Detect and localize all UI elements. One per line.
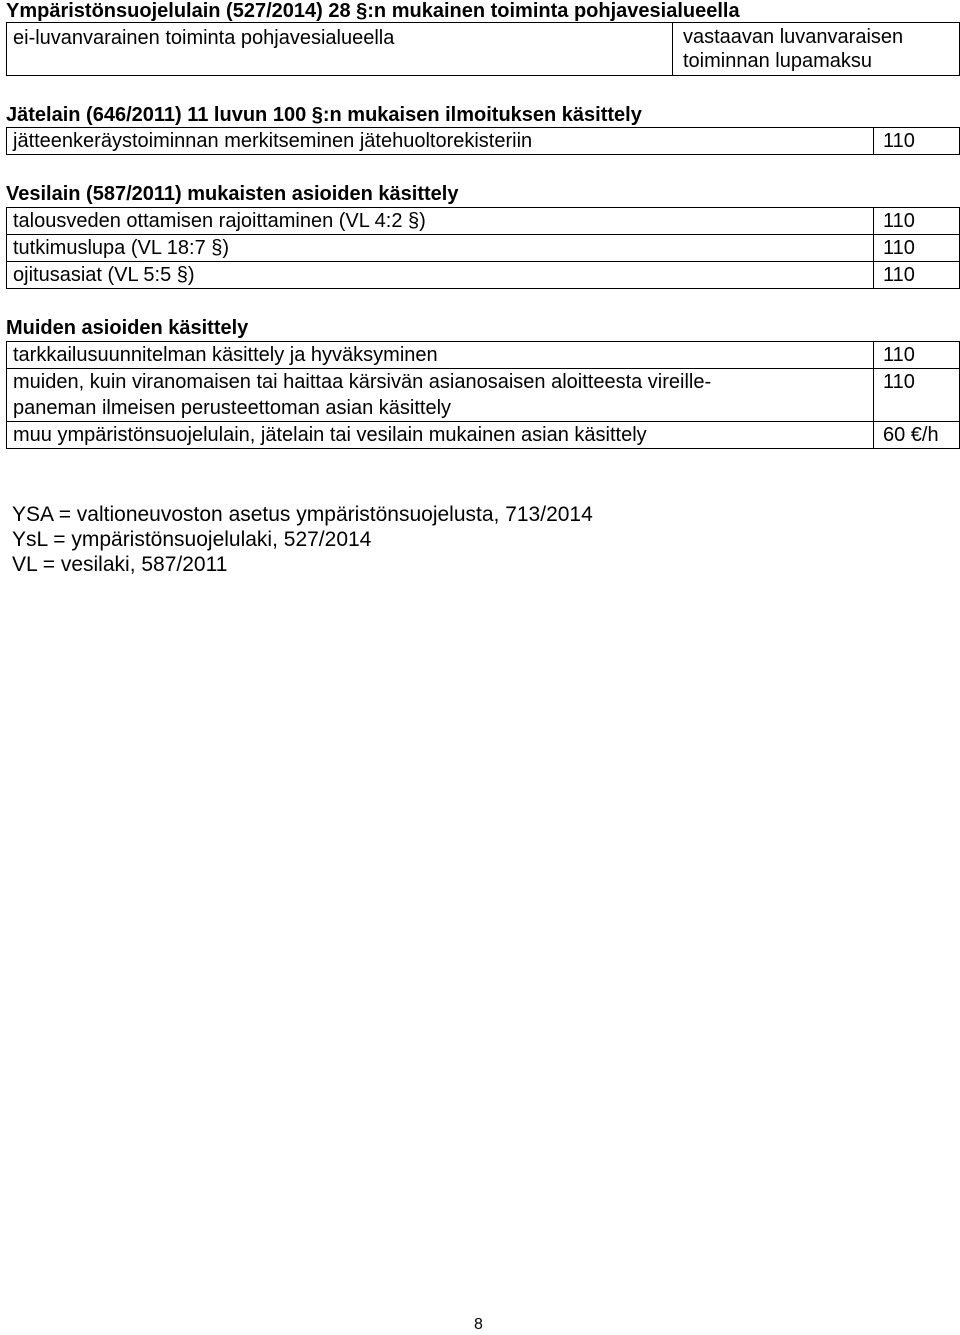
row-label: tarkkailusuunnitelman käsittely ja hyväksyminen (7, 342, 874, 369)
row-amount: vastaavan luvanvaraisen toiminnan lupamaksu (673, 23, 960, 76)
row-label: ojitusasiat (VL 5:5 §) (7, 262, 874, 289)
table-row (7, 342, 960, 369)
table-row (7, 422, 960, 449)
table-row (7, 208, 960, 235)
row-amount: 110 (874, 235, 960, 262)
page-number: 8 (474, 1316, 483, 1333)
row-label: talousveden ottamisen rajoittaminen (VL 4:2 §) (7, 208, 874, 235)
row-amount: 60 €/h (874, 422, 960, 449)
abbreviation-vl: VL = vesilaki, 587/2011 (12, 553, 228, 576)
row-label: jätteenkeräystoiminnan merkitseminen jätehuoltorekisteriin (7, 128, 874, 155)
table-row (7, 235, 960, 262)
row-amount: 110 (874, 369, 960, 422)
table-row (7, 369, 960, 422)
abbreviation-ysl: YsL = ympäristönsuojelulaki, 527/2014 (12, 528, 372, 551)
row-label: muu ympäristönsuojelulain, jätelain tai vesilain mukainen asian käsittely (7, 422, 874, 449)
row-label: tutkimuslupa (VL 18:7 §) (7, 235, 874, 262)
section-title-waste-act: Jätelain (646/2011) 11 luvun 100 §:n mukaisen ilmoituksen käsittely (6, 104, 642, 126)
row-amount: 110 (874, 342, 960, 369)
row-amount: 110 (874, 262, 960, 289)
table-row (7, 23, 960, 76)
abbreviation-ysa: YSA = valtioneuvoston asetus ympäristönsuojelusta, 713/2014 (12, 503, 593, 526)
fee-table-water-act (6, 207, 960, 289)
section-title-water-act: Vesilain (587/2011) mukaisten asioiden käsittely (6, 183, 459, 205)
row-label: muiden, kuin viranomaisen tai haittaa kärsivän asianosaisen aloitteesta vireille-paneman ilmeisen perusteettoman asian käsittely (7, 369, 874, 422)
fee-table-waste-act (6, 127, 960, 155)
table-row (7, 128, 960, 155)
table-row (7, 262, 960, 289)
fee-table-groundwater (6, 22, 960, 76)
row-amount: 110 (874, 208, 960, 235)
section-title-other-matters: Muiden asioiden käsittely (6, 317, 249, 339)
fee-table-other-matters (6, 341, 960, 449)
row-amount: 110 (874, 128, 960, 155)
section-title-groundwater: Ympäristönsuojelulain (527/2014) 28 §:n mukainen toiminta pohjavesialueella (6, 0, 740, 22)
row-label: ei-luvanvarainen toiminta pohjavesialueella (7, 23, 673, 76)
